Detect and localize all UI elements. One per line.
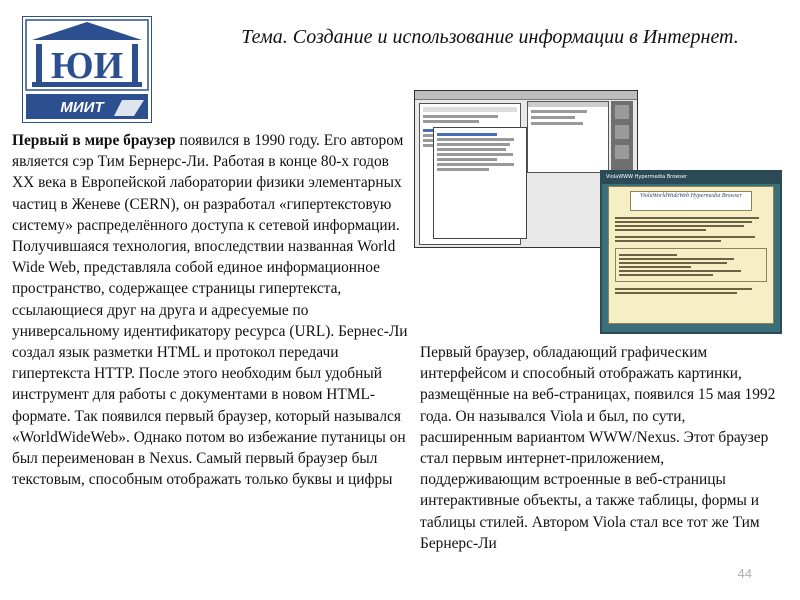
page-number: 44: [737, 566, 752, 581]
logo-top-text: ЮИ: [50, 45, 124, 87]
logo-bottom-text: МИИТ: [60, 99, 104, 116]
viola-logo: ViolaWorldWideWeb Hypermedia Browser: [630, 191, 752, 211]
logo: [22, 16, 152, 123]
page-title: Тема. Создание и использование информации в Интернет.: [241, 26, 739, 48]
viola-paragraph: Первый браузер, обладающий графическим интерфейсом и способный отображать картинки, размещённые на веб-страницах, появился 15 мая 1992 года. Он назывался Viola и был, по сути, расширенным вариантом WWW/Nexus. Этот браузер стал первым интернет-приложением, поддерживающим встроенные в веб-страницы интерактивные объекты, а также таблицы, формы и таблицы стилей. Автором Viola стал все тот же Тим Бернерс-Ли: [420, 344, 776, 552]
viola-header: ViolaWWW Hypermedia Browser: [606, 174, 687, 180]
main-paragraph-text: появился в 1990 году. Его автором является сэр Тим Бернерс-Ли. Работая в конце 80-х годов XX века в Европейской лаборатории физики элементарных частиц в Женеве (CERN), он разработал «гипертекстовую систему» распределённого доступа к сетевой информации. Получившаяся технология, впоследствии названная World Wide Web, представляла собой единое информационное пространство, содержащее страницы гипертекста, ссылающиеся друг на друга и адресуемые по универсальному идентификатору ресурса (URL). Бернес-Ли создал язык разметки HTML и протокол передачи гипертекста HTTP. После этого необходим был удобный инструмент для работы с документами в новом HTML-формате. Так появился первый браузер, который назывался «WorldWideWeb». Однако потом во избежание путаницы он был переименован в Nexus. Самый первый браузер был текстовым, способным отображать только буквы и цифры: [12, 132, 408, 489]
lead-bold: Первый в мире браузер: [12, 132, 176, 149]
main-paragraph: [12, 130, 408, 490]
viola-browser-screenshot: [600, 170, 782, 334]
